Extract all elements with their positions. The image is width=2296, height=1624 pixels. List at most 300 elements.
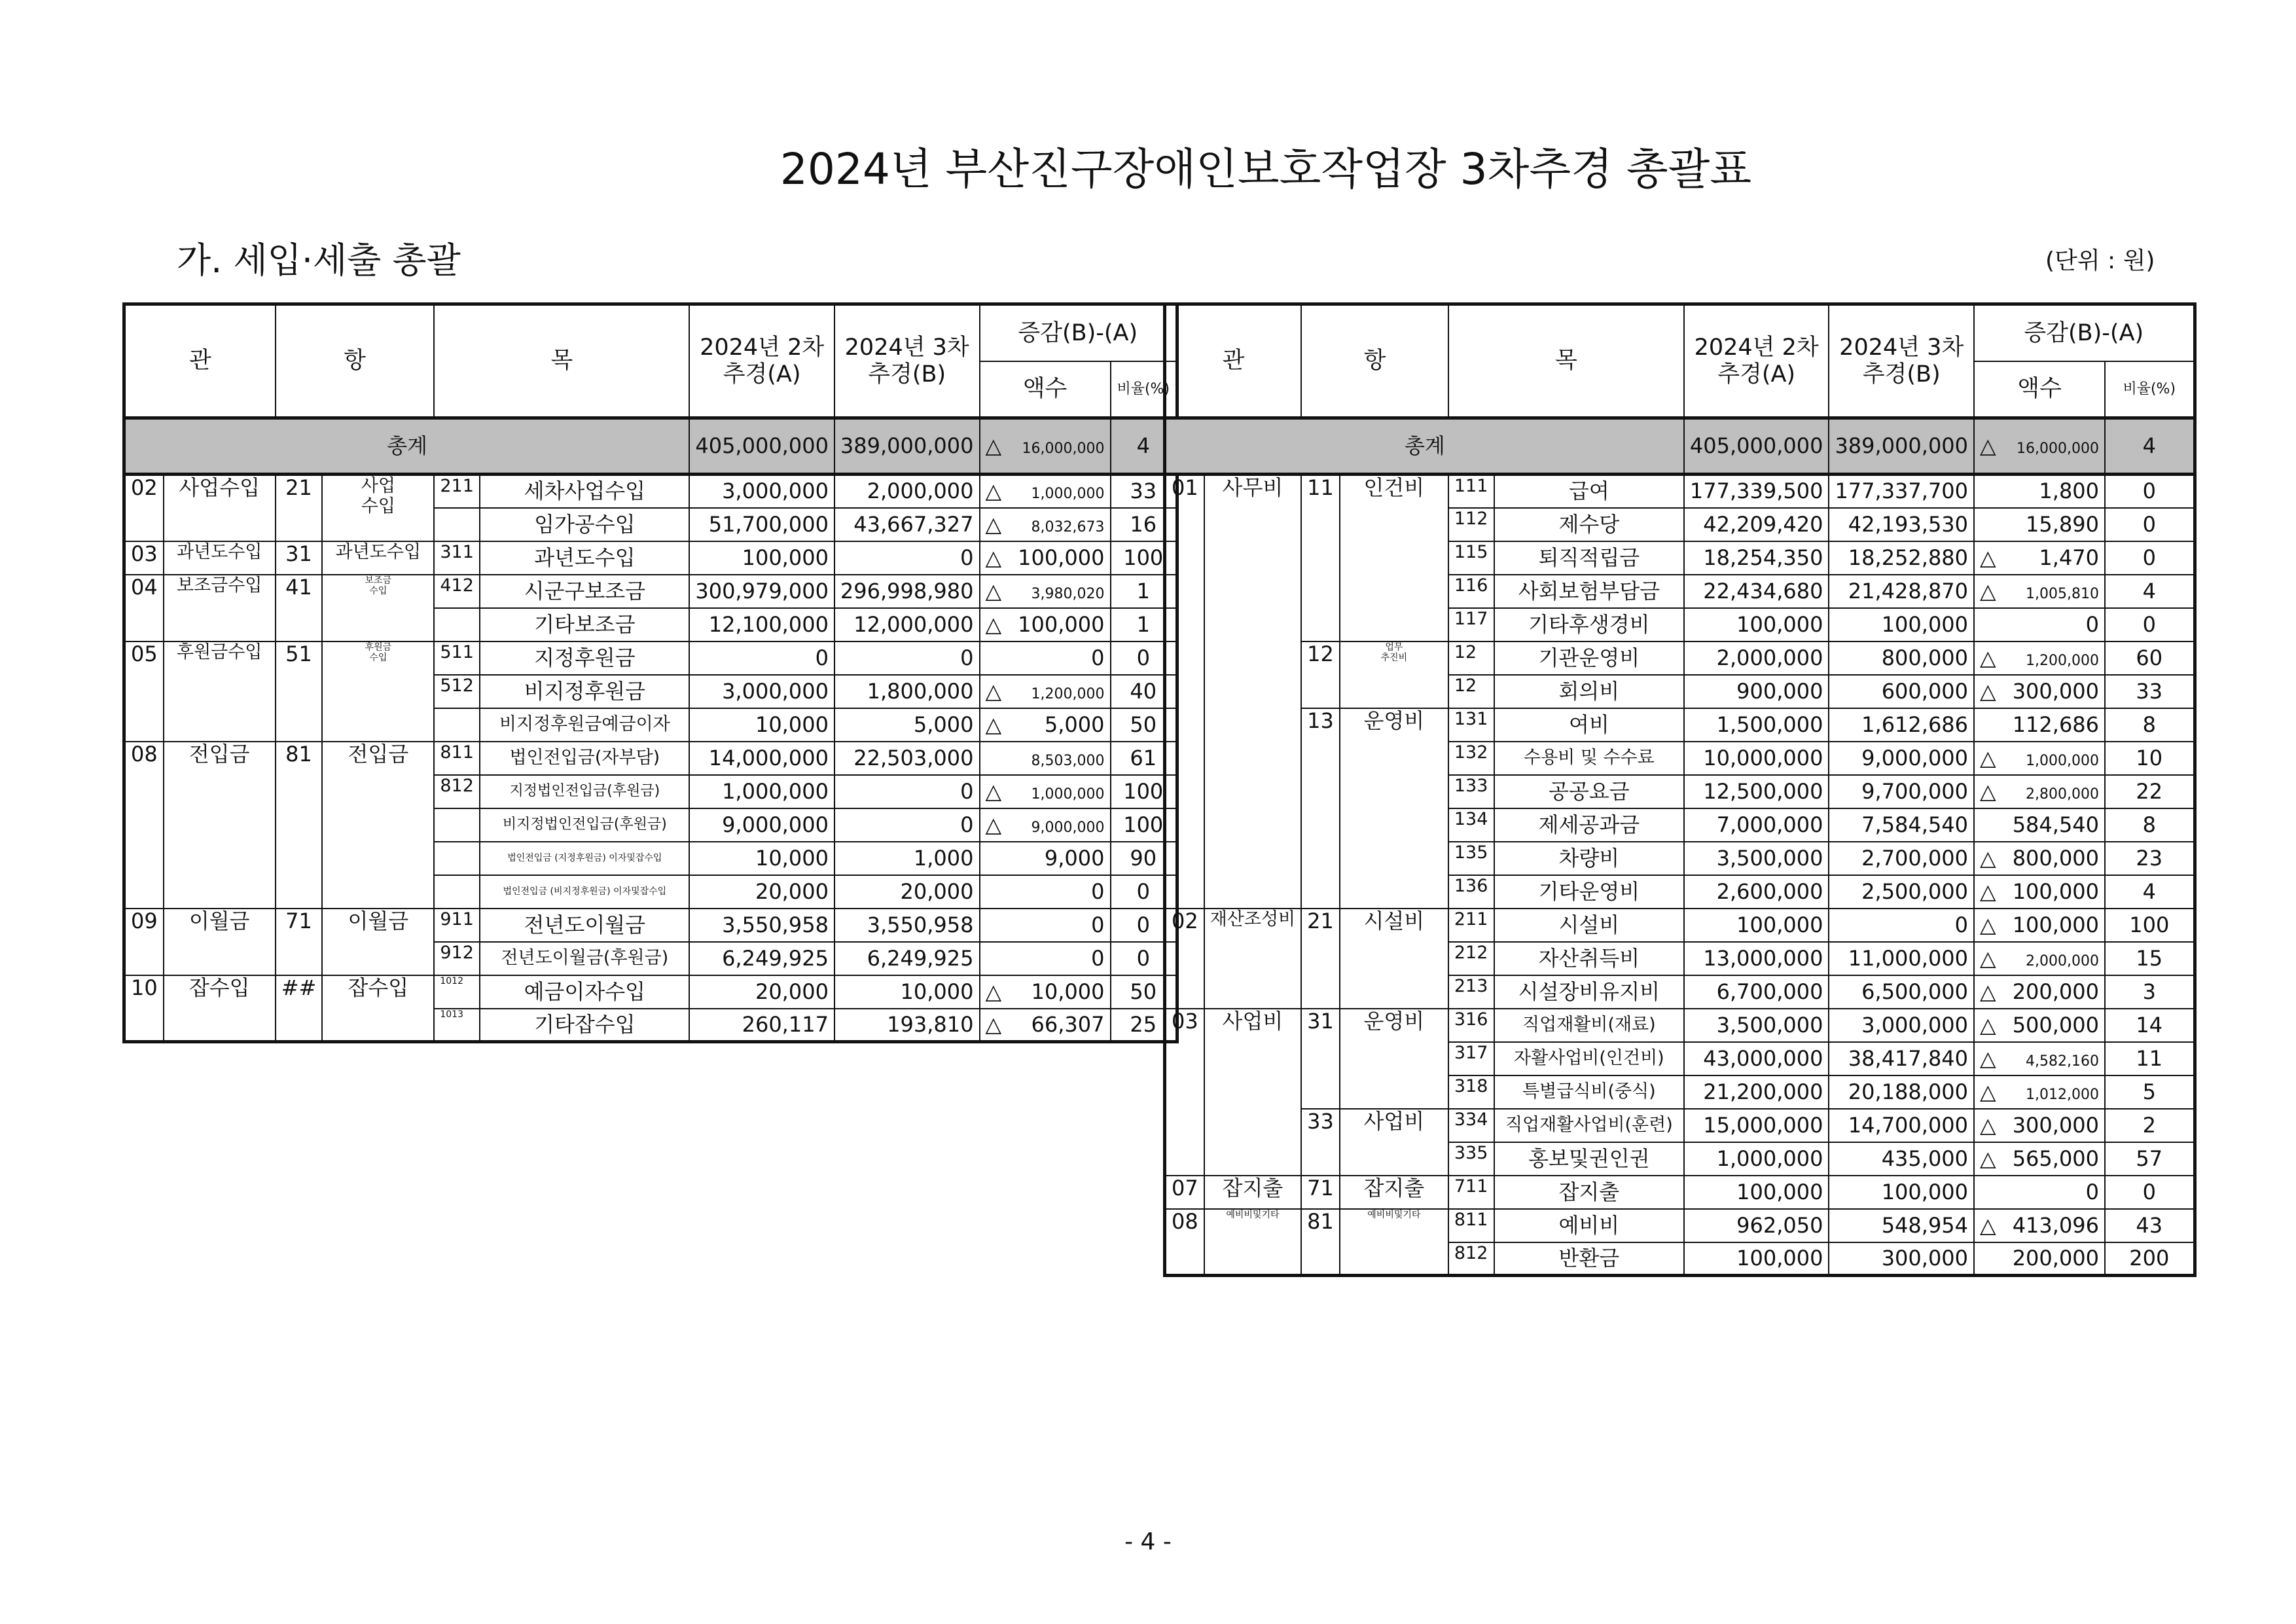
amount-b: 2,000,000 <box>834 475 980 508</box>
hang-name <box>322 475 434 541</box>
total-b: 389,000,000 <box>1829 418 1974 475</box>
mok-code <box>434 875 480 909</box>
amount-b: 193,810 <box>834 1009 980 1042</box>
total-b: 389,000,000 <box>834 418 980 475</box>
amount-b: 1,800,000 <box>834 675 980 708</box>
ratio-value: 4 <box>2105 575 2195 608</box>
total-diff-value: 16,000,000 <box>2017 441 2100 458</box>
amount-a: 13,000,000 <box>1684 942 1829 975</box>
amount-a: 51,700,000 <box>689 508 834 541</box>
amount-b: 100,000 <box>1829 608 1974 641</box>
hang-name <box>1340 1009 1448 1109</box>
amount-diff <box>1974 575 2105 608</box>
mok-name: 시설장비유지비 <box>1494 975 1684 1009</box>
delta-icon: △ <box>985 979 1002 1004</box>
ratio-value: 0 <box>2105 608 2195 641</box>
diff-value: 10,000 <box>1031 979 1105 1004</box>
ratio-value: 2 <box>2105 1109 2195 1142</box>
revenue-table <box>122 302 1179 1043</box>
total-a: 405,000,000 <box>689 418 834 475</box>
header-hang: 항 <box>276 304 435 418</box>
gwan-name: 전입금 <box>164 742 276 909</box>
hang-name <box>322 575 434 641</box>
total-diff <box>980 418 1111 475</box>
header-amount: 액수 <box>980 361 1111 418</box>
amount-b: 600,000 <box>1829 675 1974 708</box>
amount-b: 21,428,870 <box>1829 575 1974 608</box>
amount-a: 100,000 <box>1684 1176 1829 1209</box>
amount-diff <box>980 708 1111 742</box>
hang-code: 11 <box>1301 475 1340 641</box>
amount-b: 7,584,540 <box>1829 808 1974 842</box>
header-gwan: 관 <box>124 304 276 418</box>
amount-a: 3,500,000 <box>1684 842 1829 875</box>
mok-name: 기타운영비 <box>1494 875 1684 909</box>
header-col-b: 2024년 3차추경(B) <box>834 304 980 418</box>
mok-name: 비지정후원금예금이자 <box>480 708 689 742</box>
table-row <box>124 575 1177 608</box>
delta-icon: △ <box>1980 778 1996 804</box>
ratio-value: 0 <box>1111 909 1177 942</box>
header-col-b: 2024년 3차추경(B) <box>1829 304 1974 418</box>
diff-value: 2,000,000 <box>2026 952 2100 969</box>
amount-a: 300,979,000 <box>689 575 834 608</box>
amount-b: 1,000 <box>834 842 980 875</box>
expense-table <box>1163 302 2197 1277</box>
amount-diff <box>980 842 1111 875</box>
delta-icon: △ <box>985 578 1002 604</box>
ratio-value: 200 <box>2105 1242 2195 1276</box>
mok-code: 711 <box>1448 1176 1494 1209</box>
mok-name: 회의비 <box>1494 675 1684 708</box>
amount-diff <box>1974 508 2105 541</box>
amount-b: 22,503,000 <box>834 742 980 775</box>
amount-a: 14,000,000 <box>689 742 834 775</box>
delta-icon: △ <box>1980 678 1996 704</box>
mok-code: 334 <box>1448 1109 1494 1142</box>
header-ratio: 비율(%) <box>2105 361 2195 418</box>
diff-value: 15,890 <box>2026 511 2100 537</box>
delta-icon: △ <box>1980 1112 1996 1138</box>
amount-b: 9,700,000 <box>1829 775 1974 808</box>
hang-code: 12 <box>1301 641 1340 708</box>
mok-code: 117 <box>1448 608 1494 641</box>
delta-icon: △ <box>985 433 1002 459</box>
amount-b: 18,252,880 <box>1829 541 1974 575</box>
amount-diff <box>1974 1009 2105 1042</box>
total-diff <box>1974 418 2105 475</box>
diff-value: 300,000 <box>2012 678 2100 704</box>
mok-name: 자산취득비 <box>1494 942 1684 975</box>
mok-code: 112 <box>1448 508 1494 541</box>
amount-b: 0 <box>834 641 980 675</box>
hang-name-text: 전입금 <box>348 741 409 767</box>
amount-a: 20,000 <box>689 875 834 909</box>
mok-code: 132 <box>1448 742 1494 775</box>
gwan-name: 잡수입 <box>164 975 276 1042</box>
mok-name: 급여 <box>1494 475 1684 508</box>
amount-a: 3,500,000 <box>1684 1009 1829 1042</box>
mok-code: 812 <box>1448 1242 1494 1276</box>
amount-b: 20,188,000 <box>1829 1075 1974 1109</box>
mok-name: 법인전입금 (지정후원금) 이자및잡수입 <box>480 842 689 875</box>
diff-value: 112,686 <box>2012 712 2100 737</box>
gwan-name: 사무비 <box>1204 475 1301 909</box>
diff-value: 5,000 <box>1044 712 1105 737</box>
hang-name-text: 보조금 수입 <box>365 575 392 596</box>
delta-icon: △ <box>1980 1079 1996 1104</box>
header-diff: 증감(B)-(A) <box>1974 304 2195 361</box>
mok-code: 12 <box>1448 641 1494 675</box>
total-a: 405,000,000 <box>1684 418 1829 475</box>
hang-name-text: 인건비 <box>1363 475 1425 500</box>
page-title: 2024년 부산진구장애인보호작업장 3차추경 총괄표 <box>780 144 1752 194</box>
diff-value: 0 <box>2085 1179 2100 1204</box>
amount-diff <box>980 641 1111 675</box>
revenue-body <box>124 418 1177 1042</box>
mok-code: 134 <box>1448 808 1494 842</box>
diff-value: 2,800,000 <box>2026 785 2100 803</box>
table-row <box>124 641 1177 675</box>
total-row <box>124 418 1177 475</box>
amount-a: 2,000,000 <box>1684 641 1829 675</box>
header-amount: 액수 <box>1974 361 2105 418</box>
amount-diff <box>1974 475 2105 508</box>
ratio-value: 57 <box>2105 1142 2195 1176</box>
amount-b: 0 <box>834 808 980 842</box>
diff-value: 100,000 <box>1018 611 1105 637</box>
amount-b: 0 <box>834 775 980 808</box>
ratio-value: 100 <box>2105 909 2195 942</box>
hang-name-text: 시설비 <box>1363 908 1425 933</box>
mok-name: 사회보험부담금 <box>1494 575 1684 608</box>
delta-icon: △ <box>1980 645 1996 670</box>
amount-diff <box>980 508 1111 541</box>
ratio-value: 33 <box>1111 475 1177 508</box>
ratio-value: 16 <box>1111 508 1177 541</box>
amount-a: 9,000,000 <box>689 808 834 842</box>
delta-icon: △ <box>985 812 1002 837</box>
hang-name <box>1340 909 1448 1009</box>
amount-a: 177,339,500 <box>1684 475 1829 508</box>
table-row <box>1165 909 2195 942</box>
ratio-value: 15 <box>2105 942 2195 975</box>
diff-value: 1,005,810 <box>2026 585 2100 602</box>
mok-name: 기타후생경비 <box>1494 608 1684 641</box>
ratio-value: 40 <box>1111 675 1177 708</box>
delta-icon: △ <box>985 778 1002 804</box>
ratio-value: 1 <box>1111 575 1177 608</box>
mok-name: 제수당 <box>1494 508 1684 541</box>
ratio-value: 0 <box>1111 641 1177 675</box>
ratio-value: 8 <box>2105 708 2195 742</box>
total-label: 총계 <box>124 418 690 475</box>
amount-b: 800,000 <box>1829 641 1974 675</box>
amount-a: 260,117 <box>689 1009 834 1042</box>
ratio-value: 0 <box>1111 942 1177 975</box>
amount-diff <box>1974 541 2105 575</box>
delta-icon: △ <box>1980 845 1996 871</box>
mok-name: 임가공수입 <box>480 508 689 541</box>
amount-a: 18,254,350 <box>1684 541 1829 575</box>
mok-name: 법인전입금(자부담) <box>480 742 689 775</box>
delta-icon: △ <box>1980 1146 1996 1171</box>
hang-name-text: 후원금 수입 <box>365 641 392 663</box>
amount-b: 10,000 <box>834 975 980 1009</box>
amount-diff <box>1974 675 2105 708</box>
ratio-value: 0 <box>2105 475 2195 508</box>
amount-b: 42,193,530 <box>1829 508 1974 541</box>
table-row <box>124 541 1177 575</box>
mok-code: 211 <box>1448 909 1494 942</box>
amount-diff <box>1974 1242 2105 1276</box>
amount-b: 300,000 <box>1829 1242 1974 1276</box>
hang-name <box>1340 1209 1448 1276</box>
gwan-name: 사업비 <box>1204 1009 1301 1176</box>
page-number: - 4 - <box>1124 1528 1172 1555</box>
amount-a: 100,000 <box>1684 909 1829 942</box>
amount-diff <box>980 975 1111 1009</box>
diff-value: 1,000,000 <box>1031 785 1105 803</box>
delta-icon: △ <box>1980 945 1996 971</box>
mok-code: 318 <box>1448 1075 1494 1109</box>
ratio-value: 25 <box>1111 1009 1177 1042</box>
hang-name <box>322 742 434 909</box>
amount-a: 6,700,000 <box>1684 975 1829 1009</box>
amount-b: 2,700,000 <box>1829 842 1974 875</box>
table-row <box>1165 1176 2195 1209</box>
delta-icon: △ <box>1980 545 1996 570</box>
diff-value: 200,000 <box>2012 979 2100 1004</box>
table-row <box>1165 1209 2195 1242</box>
hang-name-text: 운영비 <box>1363 1008 1425 1034</box>
gwan-name: 사업수입 <box>164 475 276 541</box>
amount-a: 100,000 <box>1684 608 1829 641</box>
gwan-name: 과년도수입 <box>164 541 276 575</box>
delta-icon: △ <box>1980 1212 1996 1238</box>
gwan-code: 02 <box>124 475 164 541</box>
mok-name: 지정법인전입금(후원금) <box>480 775 689 808</box>
unit-label: (단위 : 원) <box>2045 247 2155 274</box>
ratio-value: 5 <box>2105 1075 2195 1109</box>
amount-diff <box>1974 775 2105 808</box>
diff-value: 8,503,000 <box>1031 752 1105 769</box>
header-ratio: 비율(%) <box>1111 361 1177 418</box>
amount-a: 900,000 <box>1684 675 1829 708</box>
ratio-value: 22 <box>2105 775 2195 808</box>
mok-code: 111 <box>1448 475 1494 508</box>
delta-icon: △ <box>985 511 1002 537</box>
amount-a: 15,000,000 <box>1684 1109 1829 1142</box>
mok-name: 지정후원금 <box>480 641 689 675</box>
diff-value: 66,307 <box>1031 1011 1105 1037</box>
table-row <box>1165 1109 2195 1142</box>
expense-body <box>1165 418 2195 1276</box>
amount-diff <box>1974 1142 2105 1176</box>
diff-value: 565,000 <box>2012 1146 2100 1171</box>
hang-name-text: 잡수입 <box>348 975 409 1000</box>
amount-diff <box>1974 875 2105 909</box>
hang-code: 21 <box>1301 909 1340 1009</box>
hang-name-text: 예비비및기타 <box>1367 1209 1421 1220</box>
gwan-code: 03 <box>1165 1009 1204 1176</box>
mok-name: 수용비 및 수수료 <box>1494 742 1684 775</box>
hang-code: 81 <box>276 742 323 909</box>
diff-value: 100,000 <box>1018 545 1105 570</box>
hang-code: 41 <box>276 575 323 641</box>
ratio-value: 4 <box>2105 875 2195 909</box>
mok-name: 기타잡수입 <box>480 1009 689 1042</box>
hang-code: 33 <box>1301 1109 1340 1176</box>
diff-value: 0 <box>1091 945 1105 971</box>
mok-code: 211 <box>434 475 480 508</box>
amount-a: 3,550,958 <box>689 909 834 942</box>
diff-value: 300,000 <box>2012 1112 2100 1138</box>
header-col-a: 2024년 2차추경(A) <box>1684 304 1829 418</box>
hang-name <box>322 909 434 975</box>
amount-a: 1,500,000 <box>1684 708 1829 742</box>
amount-diff <box>1974 1109 2105 1142</box>
amount-a: 3,000,000 <box>689 475 834 508</box>
mok-name: 잡지출 <box>1494 1176 1684 1209</box>
gwan-name: 이월금 <box>164 909 276 975</box>
ratio-value: 61 <box>1111 742 1177 775</box>
amount-b: 11,000,000 <box>1829 942 1974 975</box>
amount-diff <box>980 475 1111 508</box>
amount-a: 43,000,000 <box>1684 1042 1829 1075</box>
total-label: 총계 <box>1165 418 1684 475</box>
mok-name: 예비비 <box>1494 1209 1684 1242</box>
mok-name: 전년도이월금(후원금) <box>480 942 689 975</box>
amount-a: 3,000,000 <box>689 675 834 708</box>
table-row <box>124 475 1177 508</box>
hang-name-text: 운영비 <box>1363 708 1425 733</box>
amount-a: 21,200,000 <box>1684 1075 1829 1109</box>
mok-name: 직업재활사업비(훈련) <box>1494 1109 1684 1142</box>
amount-a: 962,050 <box>1684 1209 1829 1242</box>
delta-icon: △ <box>1980 745 1996 770</box>
ratio-value: 33 <box>2105 675 2195 708</box>
mok-code: 212 <box>1448 942 1494 975</box>
amount-diff <box>1974 842 2105 875</box>
ratio-value: 100 <box>1111 808 1177 842</box>
amount-a: 7,000,000 <box>1684 808 1829 842</box>
gwan-code: 08 <box>1165 1209 1204 1276</box>
hang-code: 71 <box>1301 1176 1340 1209</box>
mok-name: 공공요금 <box>1494 775 1684 808</box>
ratio-value: 14 <box>2105 1009 2195 1042</box>
amount-diff <box>980 1009 1111 1042</box>
diff-value: 1,200,000 <box>2026 652 2100 669</box>
ratio-value: 90 <box>1111 842 1177 875</box>
amount-diff <box>980 675 1111 708</box>
table-row <box>1165 1009 2195 1042</box>
hang-name-text: 잡지출 <box>1363 1175 1425 1200</box>
diff-value: 9,000,000 <box>1031 819 1105 836</box>
diff-value: 3,980,020 <box>1031 585 1105 602</box>
diff-value: 500,000 <box>2012 1012 2100 1038</box>
amount-a: 22,434,680 <box>1684 575 1829 608</box>
mok-code: 135 <box>1448 842 1494 875</box>
delta-icon: △ <box>985 1011 1002 1037</box>
amount-b: 14,700,000 <box>1829 1109 1974 1142</box>
header-col-a: 2024년 2차추경(A) <box>689 304 834 418</box>
mok-code: 512 <box>434 675 480 708</box>
mok-code: 511 <box>434 641 480 675</box>
ratio-value: 3 <box>2105 975 2195 1009</box>
mok-name: 과년도수입 <box>480 541 689 575</box>
hang-name <box>1340 1176 1448 1209</box>
mok-name: 여비 <box>1494 708 1684 742</box>
delta-icon: △ <box>1980 433 1996 459</box>
mok-code: 1013 <box>434 1009 480 1042</box>
mok-code: 911 <box>434 909 480 942</box>
mok-name: 시설비 <box>1494 909 1684 942</box>
ratio-value: 0 <box>2105 508 2195 541</box>
amount-b: 1,612,686 <box>1829 708 1974 742</box>
gwan-code: 07 <box>1165 1176 1204 1209</box>
hang-name <box>1340 708 1448 909</box>
hang-code: 31 <box>1301 1009 1340 1109</box>
ratio-value: 0 <box>1111 875 1177 909</box>
mok-code: 317 <box>1448 1042 1494 1075</box>
amount-a: 10,000 <box>689 842 834 875</box>
header-mok: 목 <box>1448 304 1684 418</box>
mok-name: 비지정법인전입금(후원금) <box>480 808 689 842</box>
mok-code: 131 <box>1448 708 1494 742</box>
diff-value: 1,012,000 <box>2026 1086 2100 1103</box>
mok-name: 특별급식비(중식) <box>1494 1075 1684 1109</box>
diff-value: 1,470 <box>2039 545 2100 570</box>
ratio-value: 1 <box>1111 608 1177 641</box>
diff-value: 584,540 <box>2012 812 2100 837</box>
amount-b: 6,500,000 <box>1829 975 1974 1009</box>
mok-code: 12 <box>1448 675 1494 708</box>
mok-name: 시군구보조금 <box>480 575 689 608</box>
mok-code: 213 <box>1448 975 1494 1009</box>
ratio-value: 43 <box>2105 1209 2195 1242</box>
amount-diff <box>1974 742 2105 775</box>
mok-code: 811 <box>434 742 480 775</box>
diff-value: 100,000 <box>2012 878 2100 904</box>
amount-b: 435,000 <box>1829 1142 1974 1176</box>
ratio-value: 0 <box>2105 1176 2195 1209</box>
hang-name <box>1340 641 1448 708</box>
ratio-value: 8 <box>2105 808 2195 842</box>
delta-icon: △ <box>1980 578 1996 604</box>
amount-b: 3,000,000 <box>1829 1009 1974 1042</box>
gwan-code: 05 <box>124 641 164 742</box>
amount-diff <box>1974 808 2105 842</box>
ratio-value: 50 <box>1111 708 1177 742</box>
ratio-value: 23 <box>2105 842 2195 875</box>
mok-code: 136 <box>1448 875 1494 909</box>
amount-a: 20,000 <box>689 975 834 1009</box>
hang-code: 51 <box>276 641 323 742</box>
amount-b: 100,000 <box>1829 1176 1974 1209</box>
delta-icon: △ <box>985 545 1002 570</box>
amount-b: 177,337,700 <box>1829 475 1974 508</box>
amount-diff <box>980 742 1111 775</box>
mok-name: 비지정후원금 <box>480 675 689 708</box>
gwan-code: 09 <box>124 909 164 975</box>
ratio-value: 11 <box>2105 1042 2195 1075</box>
mok-code: 316 <box>1448 1009 1494 1042</box>
mok-name: 법인전입금 (비지정후원금) 이자및잡수입 <box>480 875 689 909</box>
diff-value: 413,096 <box>2012 1212 2100 1238</box>
diff-value: 1,800 <box>2039 478 2100 504</box>
hang-name-text: 업무 추진비 <box>1380 641 1408 663</box>
